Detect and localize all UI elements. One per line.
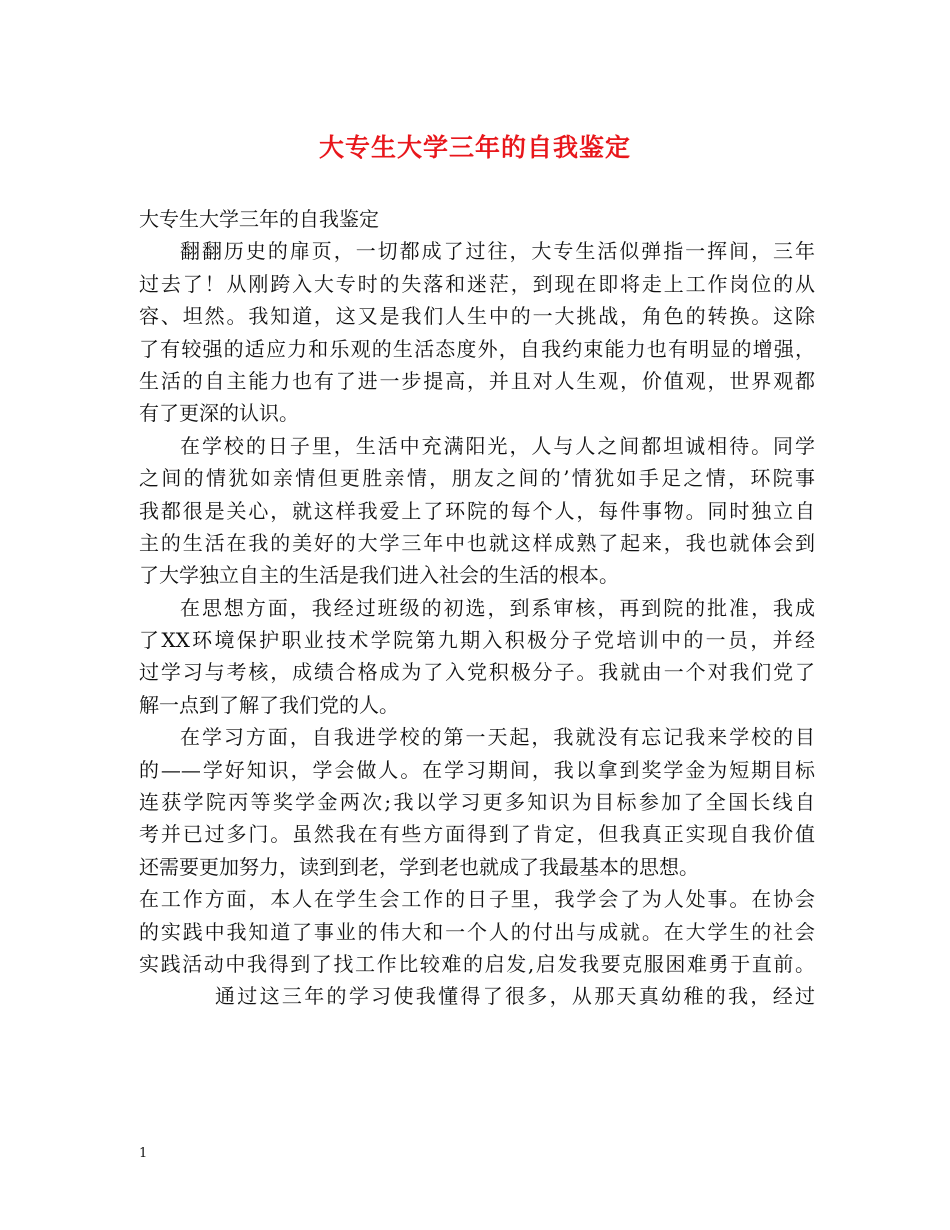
- text-line: 在工作方面，本人在学生会工作的日子里，我学会了为人处事。在协会: [139, 887, 815, 912]
- text-line: 大专生大学三年的自我鉴定: [139, 207, 379, 231]
- document-body: [139, 203, 815, 1013]
- text-line: 之间的情犹如亲情但更胜亲情，朋友之间的’情犹如手足之情，环院事: [139, 466, 815, 491]
- text-line: 了大学独立自主的生活是我们进入社会的生活的根本。: [139, 563, 619, 588]
- text-line: 在学习方面，自我进学校的第一天起，我就没有忘记我来学校的目: [180, 725, 815, 750]
- text-line: 容、坦然。我知道，这又是我们人生中的一大挑战，角色的转换。这除: [139, 304, 815, 329]
- text-line: 实践活动中我得到了找工作比较难的启发,启发我要克服困难勇于直前。: [139, 951, 815, 976]
- text-line: 了有较强的适应力和乐观的生活态度外，自我约束能力也有明显的增强，: [139, 336, 815, 361]
- text-line: 生活的自主能力也有了进一步提高，并且对人生观，价值观，世界观都: [139, 368, 815, 393]
- text-line: 连获学院丙等奖学金两次;我以学习更多知识为目标参加了全国长线自: [139, 790, 815, 815]
- text-line: 过去了！从刚跨入大专时的失落和迷茫，到现在即将走上工作岗位的从: [139, 271, 815, 296]
- text-line: 翻翻历史的扉页，一切都成了过往，大专生活似弹指一挥间，三年: [180, 239, 815, 264]
- text-line: 在思想方面，我经过班级的初选，到系审核，再到院的批准，我成: [180, 595, 815, 620]
- text-line: 主的生活在我的美好的大学三年中也就这样成熟了起来，我也就体会到: [139, 530, 815, 555]
- text-line: 有了更深的认识。: [139, 401, 299, 426]
- text-line: 在学校的日子里，生活中充满阳光，人与人之间都坦诚相待。同学: [180, 433, 815, 458]
- text-line: 考并已过多门。虽然我在有些方面得到了肯定，但我真正实现自我价值: [139, 822, 815, 847]
- text-line: 解一点到了解了我们党的人。: [139, 692, 399, 717]
- text-line: 通过这三年的学习使我懂得了很多，从那天真幼稚的我，经过: [215, 984, 815, 1009]
- text-line: 过学习与考核，成绩合格成为了入党积极分子。我就由一个对我们党了: [139, 660, 815, 685]
- document-title: 大专生大学三年的自我鉴定: [318, 133, 631, 162]
- text-line: 了XX环境保护职业技术学院第九期入积极分子党培训中的一员，并经: [139, 628, 815, 653]
- text-line: 还需要更加努力，读到到老，学到老也就成了我最基本的思想。: [139, 854, 699, 879]
- text-line: 的——学好知识，学会做人。在学习期间，我以拿到奖学金为短期目标: [139, 757, 815, 782]
- text-line: 的实践中我知道了事业的伟大和一个人的付出与成就。在大学生的社会: [139, 919, 815, 944]
- text-line: 我都很是关心，就这样我爱上了环院的每个人，每件事物。同时独立自: [139, 498, 815, 523]
- page-number: 1: [139, 1146, 148, 1161]
